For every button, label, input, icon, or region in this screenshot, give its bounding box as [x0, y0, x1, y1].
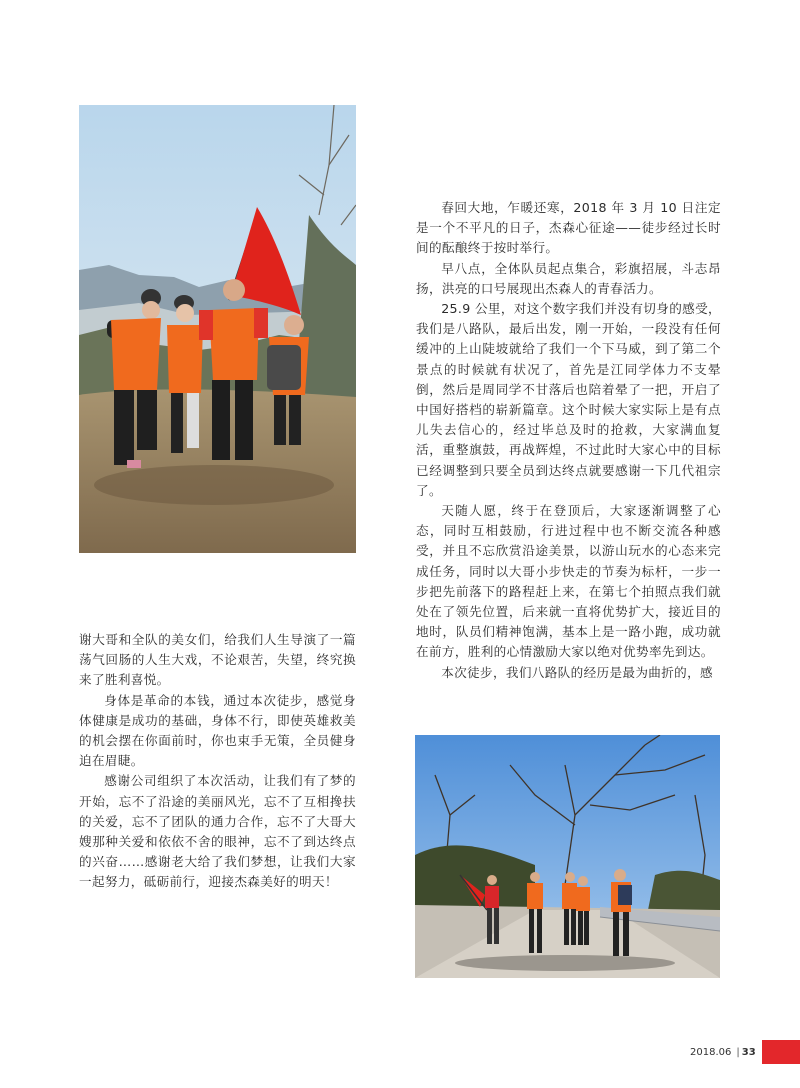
- summit-team-photo: [79, 105, 356, 553]
- paragraph: 感谢公司组织了本次活动，让我们有了梦的开始，忘不了沿途的美丽风光，忘不了互相搀扶的关爱，忘不了团队的通力合作，忘不了大哥大嫂那种关爱和依依不舍的眼神，忘不了到达终点的兴奋……感谢老大给了我们梦想，让我们大家一起努力，砥砺前行，迎接杰森美好的明天！: [79, 773, 356, 890]
- paragraph: 天随人愿，终于在登顶后，大家逐渐调整了心态，同时互相鼓励，行进过程中也不断交流各种感受，并且不忘欣赏沿途美景，以游山玩水的心态来完成任务，同时以大哥小步快走的节奏为标杆，一步一步把先前落下的路程赶上来，在第七个拍照点我们就处在了领先位置，后来就一直将优势扩大，接近目的地时，队员们精神饱满，基本上是一路小跑，成功就在前方，胜利的心情激励大家以绝对优势率先到达。: [416, 503, 721, 660]
- paragraph: 谢大哥和全队的美女们，给我们人生导演了一篇荡气回肠的人生大戏，不论艰苦，失望，终究换来了胜利喜悦。: [79, 632, 356, 688]
- article-right-column: [416, 198, 721, 683]
- page-footer: [690, 1040, 800, 1064]
- paragraph: 身体是革命的本钱，通过本次徒步，感觉身体健康是成功的基础，身体不行，即使英雄救美的机会摆在你面前时，你也束手无策，全员健身迫在眉睫。: [79, 692, 356, 769]
- issue-date: 2018.06: [690, 1046, 732, 1058]
- page-number: 33: [741, 1046, 756, 1058]
- paragraph: 25.9 公里，对这个数字我们并没有切身的感受，我们是八路队，最后出发，刚一开始，一段没有任何缓冲的上山陡坡就给了我们一个下马威，到了第二个景点的时候就有状况了，首先是江同学体力不支晕倒，然后是周同学不甘落后也陪着晕了一把，开启了中国好搭档的崭新篇章。这个时候大家实际上是有点儿失去信心的，经过毕总及时的抢救，大家满血复活，重整旗鼓，再战辉煌，不过此时大家心中的目标已经调整到只要全员到达终点就要感谢一下几代祖宗了。: [416, 301, 721, 498]
- hiking-road-photo: [415, 735, 720, 978]
- paragraph: 春回大地，乍暖还寒，2018 年 3 月 10 日注定是一个不平凡的日子，杰森心征途——徒步经过长时间的酝酿终于按时举行。: [416, 200, 721, 256]
- accent-block: [762, 1040, 800, 1064]
- article-left-column: [79, 630, 356, 893]
- footer-separator: |: [736, 1046, 740, 1058]
- paragraph: 早八点，全体队员起点集合，彩旗招展，斗志昂扬，洪亮的口号展现出杰森人的青春活力。: [416, 260, 721, 296]
- paragraph: 本次徒步，我们八路队的经历是最为曲折的，感: [441, 664, 714, 680]
